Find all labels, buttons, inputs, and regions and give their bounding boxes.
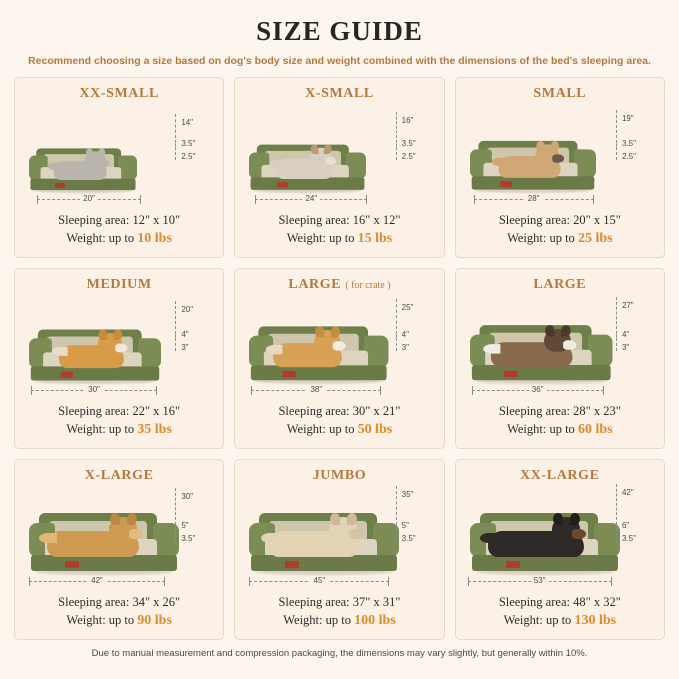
size-specs bbox=[21, 402, 217, 440]
dog-snout bbox=[333, 341, 346, 350]
dim-width: 24" bbox=[302, 194, 320, 203]
dog-tail bbox=[48, 162, 61, 169]
dog-snout bbox=[563, 340, 576, 350]
dog-illustration bbox=[480, 517, 594, 559]
bed-shadow bbox=[255, 569, 393, 575]
dog-illustration bbox=[39, 517, 151, 559]
dog-bed-illustration bbox=[249, 326, 389, 384]
size-name: XX-SMALL bbox=[79, 86, 159, 101]
dim-height-top: 42" bbox=[621, 488, 634, 497]
dog-ear-left bbox=[110, 513, 120, 525]
weight-up-to: up to bbox=[108, 421, 135, 436]
dog-ear-right bbox=[127, 513, 137, 525]
dim-height-top: 25" bbox=[401, 303, 414, 312]
weight-up-to: up to bbox=[329, 421, 355, 436]
dog-snout bbox=[129, 529, 143, 539]
size-figure bbox=[243, 486, 435, 591]
bed-shadow bbox=[254, 188, 362, 193]
sleeping-area-label: Sleeping area: bbox=[278, 212, 350, 227]
size-figure bbox=[23, 486, 215, 591]
weight-row bbox=[21, 229, 217, 249]
dog-bed-illustration bbox=[470, 513, 620, 575]
dim-width: 38" bbox=[307, 385, 325, 394]
size-card-title bbox=[21, 277, 217, 293]
size-name: XX-LARGE bbox=[520, 468, 600, 483]
dim-height-mid: 4" bbox=[621, 330, 630, 339]
height-dimensions bbox=[165, 301, 213, 359]
dim-height-bottom: 3.5" bbox=[181, 534, 196, 543]
dog-ear-right bbox=[570, 513, 580, 525]
weight-up-to: up to bbox=[545, 612, 572, 627]
dog-tail bbox=[270, 160, 284, 168]
dim-height-mid: 3.5" bbox=[181, 139, 196, 148]
sleeping-area-row bbox=[241, 593, 437, 611]
dog-tail bbox=[266, 345, 283, 354]
bed-brand-tag bbox=[61, 371, 73, 377]
width-dimension bbox=[255, 195, 367, 209]
height-dimensions bbox=[606, 110, 654, 168]
dim-height-top: 35" bbox=[401, 490, 414, 499]
sleeping-area-value: 48" x 32" bbox=[573, 594, 621, 609]
weight-row bbox=[21, 611, 217, 631]
size-figure bbox=[243, 295, 435, 400]
sleeping-area-value: 22" x 16" bbox=[132, 403, 181, 418]
size-name: LARGE bbox=[533, 277, 587, 292]
sleeping-area-row bbox=[21, 211, 217, 229]
height-dimensions bbox=[386, 110, 434, 168]
bed-brand-tag bbox=[65, 561, 79, 568]
dog-bed-illustration bbox=[249, 144, 366, 192]
size-figure bbox=[23, 295, 215, 400]
dog-illustration bbox=[52, 333, 133, 370]
size-name: X-LARGE bbox=[84, 468, 154, 483]
sleeping-area-value: 12" x 10" bbox=[132, 212, 181, 227]
weight-row bbox=[241, 229, 437, 249]
weight-label: Weight: bbox=[507, 230, 547, 245]
dog-ear-right bbox=[550, 140, 558, 150]
dog-snout bbox=[326, 157, 337, 165]
size-card-grid bbox=[14, 77, 665, 640]
size-card[interactable] bbox=[14, 268, 224, 449]
size-card-title bbox=[462, 277, 658, 293]
size-card[interactable] bbox=[14, 459, 224, 640]
dim-width: 30" bbox=[85, 385, 103, 394]
dog-bed-illustration bbox=[249, 513, 399, 575]
bed-brand-tag bbox=[504, 370, 517, 377]
dog-snout bbox=[100, 159, 110, 166]
dim-height-bottom: 2.5" bbox=[401, 152, 416, 161]
dog-ear-left bbox=[99, 329, 108, 340]
weight-up-to: up to bbox=[108, 612, 135, 627]
dim-height-bottom: 3" bbox=[621, 343, 630, 352]
dim-height-bottom: 2.5" bbox=[181, 152, 196, 161]
size-card-title bbox=[241, 468, 437, 484]
weight-value: 130 lbs bbox=[574, 612, 617, 628]
dim-height-bottom: 2.5" bbox=[621, 152, 636, 161]
dog-bed-illustration bbox=[470, 325, 613, 384]
width-dimension bbox=[474, 195, 594, 209]
sleeping-area-row bbox=[21, 402, 217, 420]
height-dimensions bbox=[386, 301, 434, 359]
size-card[interactable] bbox=[234, 268, 444, 449]
size-specs bbox=[241, 402, 437, 440]
weight-value: 60 lbs bbox=[577, 421, 613, 437]
dim-height-mid: 5" bbox=[181, 521, 189, 530]
bed-shadow bbox=[35, 569, 173, 575]
size-figure bbox=[464, 295, 656, 400]
size-figure bbox=[464, 486, 656, 591]
weight-value: 25 lbs bbox=[577, 230, 613, 246]
size-name: MEDIUM bbox=[86, 277, 152, 292]
dim-height-bottom: 3" bbox=[401, 343, 409, 352]
dog-snout bbox=[572, 529, 586, 539]
dim-height-top: 20" bbox=[181, 305, 194, 314]
size-specs bbox=[241, 211, 437, 249]
size-card[interactable] bbox=[455, 77, 665, 258]
sleeping-area-value: 16" x 12" bbox=[352, 212, 401, 227]
size-card[interactable] bbox=[234, 459, 444, 640]
bed-brand-tag bbox=[500, 181, 512, 187]
bed-shadow bbox=[475, 188, 591, 193]
width-dimension bbox=[472, 386, 604, 400]
weight-label: Weight: bbox=[503, 612, 543, 627]
dog-ear-left bbox=[330, 513, 340, 525]
dim-width: 53" bbox=[531, 576, 549, 585]
size-specs bbox=[21, 593, 217, 631]
size-card[interactable] bbox=[455, 268, 665, 449]
sleeping-area-row bbox=[462, 211, 658, 229]
height-dimensions bbox=[165, 110, 213, 168]
dog-tail bbox=[39, 533, 57, 543]
bed-brand-tag bbox=[506, 561, 520, 568]
weight-row bbox=[241, 420, 437, 440]
bed-shadow bbox=[475, 378, 606, 384]
weight-up-to: up to bbox=[549, 230, 575, 245]
dim-width: 36" bbox=[529, 385, 547, 394]
weight-value: 15 lbs bbox=[357, 230, 393, 246]
dim-height-mid: 5" bbox=[401, 521, 409, 530]
size-card-title bbox=[241, 277, 437, 293]
height-dimensions bbox=[606, 301, 654, 359]
height-dimensions bbox=[386, 492, 434, 550]
sleeping-area-row bbox=[462, 593, 658, 611]
dog-illustration bbox=[266, 330, 352, 369]
dim-height-top: 27" bbox=[621, 301, 634, 310]
weight-value: 10 lbs bbox=[137, 230, 172, 246]
weight-row bbox=[21, 420, 217, 440]
size-card[interactable] bbox=[14, 77, 224, 258]
sleeping-area-label: Sleeping area: bbox=[58, 594, 130, 609]
sleeping-area-value: 28" x 23" bbox=[573, 403, 621, 418]
dog-ear-right bbox=[347, 513, 357, 525]
dog-ear-left bbox=[536, 140, 544, 150]
dim-width: 42" bbox=[88, 576, 106, 585]
dim-height-bottom: 3" bbox=[181, 343, 189, 352]
bed-brand-tag bbox=[277, 182, 288, 187]
weight-up-to: up to bbox=[325, 612, 351, 627]
dim-height-mid: 3.5" bbox=[401, 139, 416, 148]
sleeping-area-value: 37" x 31" bbox=[352, 594, 401, 609]
weight-value: 100 lbs bbox=[354, 612, 396, 628]
dog-illustration bbox=[491, 144, 568, 179]
sleeping-area-value: 20" x 15" bbox=[573, 212, 621, 227]
size-name: LARGE bbox=[288, 277, 342, 292]
weight-row bbox=[241, 611, 437, 631]
dog-bed-illustration bbox=[29, 148, 137, 193]
dog-ear-right bbox=[331, 326, 340, 337]
dim-height-top: 30" bbox=[181, 492, 194, 501]
sleeping-area-row bbox=[241, 402, 437, 420]
dog-tail bbox=[483, 344, 500, 354]
bed-shadow bbox=[34, 378, 155, 383]
bed-brand-tag bbox=[55, 182, 65, 187]
sleeping-area-value: 30" x 21" bbox=[352, 403, 401, 418]
weight-value: 35 lbs bbox=[137, 421, 172, 437]
dog-snout bbox=[349, 529, 363, 539]
weight-label: Weight: bbox=[66, 230, 106, 245]
width-dimension bbox=[251, 386, 381, 400]
weight-label: Weight: bbox=[66, 421, 106, 436]
sleeping-area-label: Sleeping area: bbox=[498, 403, 570, 418]
weight-label: Weight: bbox=[507, 421, 547, 436]
dog-bed-illustration bbox=[29, 513, 179, 575]
sleeping-area-label: Sleeping area: bbox=[58, 212, 130, 227]
size-figure bbox=[464, 104, 656, 209]
size-card-title bbox=[241, 86, 437, 102]
dog-tail bbox=[491, 157, 506, 165]
dim-height-mid: 3.5" bbox=[621, 139, 636, 148]
dim-height-mid: 6" bbox=[621, 521, 630, 530]
dog-ear-right bbox=[113, 329, 122, 340]
bed-shadow bbox=[255, 378, 383, 384]
weight-up-to: up to bbox=[549, 421, 575, 436]
dim-height-top: 16" bbox=[401, 116, 414, 125]
dog-tail bbox=[480, 533, 498, 543]
size-specs bbox=[241, 593, 437, 631]
size-card-title bbox=[21, 468, 217, 484]
height-dimensions bbox=[165, 492, 213, 550]
size-figure bbox=[23, 104, 215, 209]
size-specs bbox=[462, 402, 658, 440]
dog-illustration bbox=[261, 517, 371, 559]
dim-height-mid: 4" bbox=[401, 330, 409, 339]
size-card[interactable] bbox=[455, 459, 665, 640]
dog-snout bbox=[552, 154, 564, 162]
weight-value: 50 lbs bbox=[357, 421, 393, 437]
dog-bed-illustration bbox=[470, 140, 596, 192]
dim-width: 20" bbox=[80, 194, 98, 203]
sleeping-area-row bbox=[462, 402, 658, 420]
weight-label: Weight: bbox=[66, 612, 106, 627]
size-specs bbox=[462, 211, 658, 249]
dog-ear-right bbox=[98, 148, 105, 157]
dog-illustration bbox=[270, 147, 342, 180]
width-dimension bbox=[249, 577, 389, 591]
dim-height-bottom: 3.5" bbox=[401, 534, 416, 543]
size-specs bbox=[462, 593, 658, 631]
size-card-title bbox=[462, 86, 658, 102]
page-subtitle: Recommend choosing a size based on dog's body size and weight combined with the dimensions of the bed's sleeping area. bbox=[28, 55, 651, 67]
sleeping-area-row bbox=[241, 211, 437, 229]
sleeping-area-value: 34" x 26" bbox=[132, 594, 181, 609]
dim-height-bottom: 3.5" bbox=[621, 534, 636, 543]
dog-bed-illustration bbox=[29, 329, 161, 384]
dim-width: 45" bbox=[310, 576, 328, 585]
weight-value: 90 lbs bbox=[137, 612, 172, 628]
weight-label: Weight: bbox=[286, 421, 326, 436]
weight-row bbox=[462, 611, 658, 631]
width-dimension bbox=[37, 195, 141, 209]
dim-height-top: 14" bbox=[181, 118, 194, 127]
weight-label: Weight: bbox=[286, 230, 326, 245]
size-name: SMALL bbox=[533, 86, 587, 101]
size-card[interactable] bbox=[234, 77, 444, 258]
size-name: X-SMALL bbox=[305, 86, 374, 101]
size-name: JUMBO bbox=[312, 468, 367, 483]
page-title: SIZE GUIDE bbox=[256, 16, 423, 46]
size-card-title bbox=[21, 86, 217, 102]
sleeping-area-label: Sleeping area: bbox=[278, 403, 350, 418]
dog-ear-right bbox=[561, 325, 571, 336]
dog-illustration bbox=[48, 151, 114, 181]
sleeping-area-row bbox=[21, 593, 217, 611]
bed-shadow bbox=[476, 569, 614, 575]
dog-ear-left bbox=[545, 325, 555, 336]
size-figure bbox=[243, 104, 435, 209]
bed-armrest-right bbox=[346, 152, 366, 179]
dog-tail bbox=[261, 533, 279, 543]
footer-note: Due to manual measurement and compression packaging, the dimensions may vary slightly, but generally within 10%. bbox=[91, 648, 588, 659]
dog-ear-left bbox=[315, 326, 324, 337]
dog-snout bbox=[115, 343, 127, 352]
sleeping-area-label: Sleeping area: bbox=[278, 594, 350, 609]
dim-width: 28" bbox=[525, 194, 543, 203]
dog-ear-left bbox=[311, 144, 319, 153]
weight-up-to: up to bbox=[329, 230, 355, 245]
width-dimension bbox=[31, 386, 157, 400]
sleeping-area-label: Sleeping area: bbox=[498, 212, 570, 227]
bed-brand-tag bbox=[285, 561, 299, 568]
sleeping-area-label: Sleeping area: bbox=[58, 403, 130, 418]
size-note: ( for crate ) bbox=[345, 280, 391, 291]
bed-shadow bbox=[33, 188, 132, 192]
width-dimension bbox=[468, 577, 612, 591]
dim-height-mid: 4" bbox=[181, 330, 189, 339]
weight-label: Weight: bbox=[283, 612, 323, 627]
dog-illustration bbox=[483, 328, 582, 368]
dog-ear-left bbox=[553, 513, 563, 525]
height-dimensions bbox=[606, 488, 654, 550]
size-card-title bbox=[462, 468, 658, 484]
weight-row bbox=[462, 420, 658, 440]
width-dimension bbox=[29, 577, 165, 591]
dog-ear-left bbox=[86, 148, 93, 157]
size-specs bbox=[21, 211, 217, 249]
weight-up-to: up to bbox=[108, 230, 135, 245]
dog-ear-right bbox=[324, 144, 332, 153]
dog-tail bbox=[52, 347, 68, 356]
weight-row bbox=[462, 229, 658, 249]
dim-height-top: 19" bbox=[621, 114, 634, 123]
bed-brand-tag bbox=[283, 371, 296, 378]
sleeping-area-label: Sleeping area: bbox=[498, 594, 570, 609]
